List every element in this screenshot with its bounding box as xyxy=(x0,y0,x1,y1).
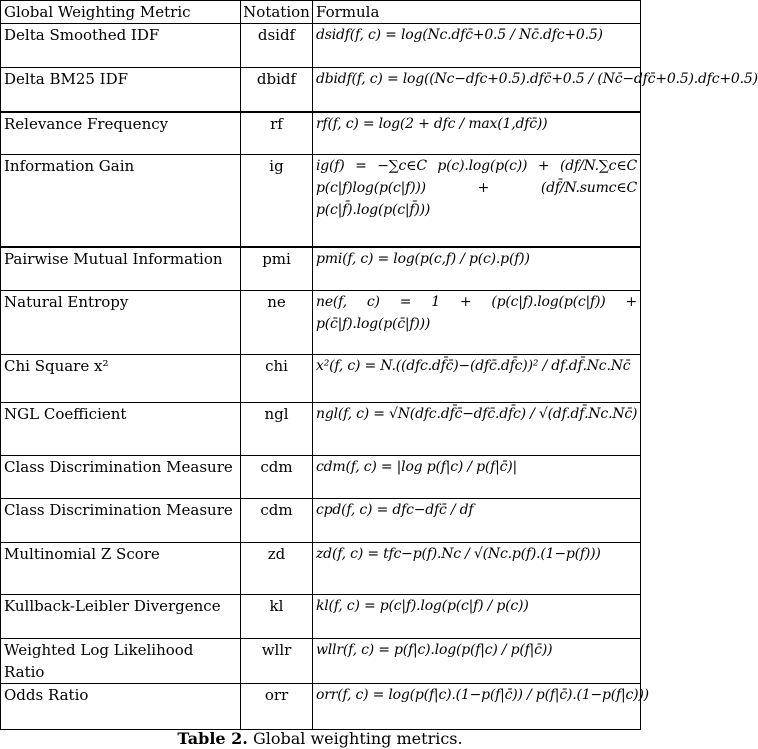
metric-cell: Relevance Frequency xyxy=(1,112,241,155)
notation-cell: rf xyxy=(241,112,313,155)
metric-cell: Delta Smoothed IDF xyxy=(1,24,241,68)
table-row xyxy=(1,684,641,730)
header-notation: Notation xyxy=(241,1,313,24)
formula-cell: dsidf(f, c) = log(Nc.dfc̄+0.5 / Nc̄.dfc+0.5) xyxy=(313,24,641,68)
metric-cell: Kullback-Leibler Divergence xyxy=(1,595,241,639)
formula-cell: pmi(f, c) = log(p(c,f) / p(c).p(f)) xyxy=(313,247,641,291)
formula-cell: kl(f, c) = p(c|f).log(p(c|f) / p(c)) xyxy=(313,595,641,639)
formula-cell: wllr(f, c) = p(f|c).log(p(f|c) / p(f|c̄)) xyxy=(313,639,641,684)
notation-cell: dbidf xyxy=(241,68,313,112)
metric-cell: Natural Entropy xyxy=(1,291,241,355)
notation-cell: chi xyxy=(241,355,313,403)
header-row xyxy=(1,1,641,24)
notation-cell: ne xyxy=(241,291,313,355)
metric-cell: Information Gain xyxy=(1,155,241,247)
notation-cell: dsidf xyxy=(241,24,313,68)
formula-cell: ne(f, c) = 1 + (p(c|f).log(p(c|f)) + p(c̄|f).log(p(c̄|f))) xyxy=(313,291,641,355)
metric-cell: Delta BM25 IDF xyxy=(1,68,241,112)
metric-cell: Class Discrimination Measure xyxy=(1,456,241,499)
table-row xyxy=(1,595,641,639)
table-row xyxy=(1,543,641,595)
formula-cell: rf(f, c) = log(2 + dfc / max(1,dfc̄)) xyxy=(313,112,641,155)
formula-cell: ig(f) = −∑c∈C p(c).log(p(c)) + (df/N.∑c∈C p(c|f)log(p(c|f))) + (df̄/N.sumc∈C p(c|f̄).log(p(c|f̄))) xyxy=(313,155,641,247)
metric-cell: NGL Coefficient xyxy=(1,403,241,456)
metric-cell: Weighted Log Likelihood Ratio xyxy=(1,639,241,684)
metric-cell: Class Discrimination Measure xyxy=(1,499,241,543)
table-row xyxy=(1,24,641,68)
formula-cell: cpd(f, c) = dfc−dfc̄ / df xyxy=(313,499,641,543)
notation-cell: cdm xyxy=(241,499,313,543)
notation-cell: zd xyxy=(241,543,313,595)
table-row xyxy=(1,112,641,155)
table-row xyxy=(1,247,641,291)
notation-cell: pmi xyxy=(241,247,313,291)
table-row xyxy=(1,499,641,543)
table-row xyxy=(1,155,641,247)
metric-cell: Pairwise Mutual Information xyxy=(1,247,241,291)
formula-cell: zd(f, c) = tfc−p(f).Nc / √(Nc.p(f).(1−p(f))) xyxy=(313,543,641,595)
table-caption xyxy=(0,729,640,749)
formula-cell: cdm(f, c) = |log p(f|c) / p(f|c̄)| xyxy=(313,456,641,499)
metric-cell: Multinomial Z Score xyxy=(1,543,241,595)
notation-cell: ngl xyxy=(241,403,313,456)
table-row xyxy=(1,291,641,355)
formula-cell: orr(f, c) = log(p(f|c).(1−p(f|c̄)) / p(f|c̄).(1−p(f|c))) xyxy=(313,684,641,730)
header-formula: Formula xyxy=(313,1,641,24)
table-row xyxy=(1,456,641,499)
caption-text: Global weighting metrics. xyxy=(252,729,463,748)
notation-cell: cdm xyxy=(241,456,313,499)
header-metric: Global Weighting Metric xyxy=(1,1,241,24)
formula-cell: x²(f, c) = N.((dfc.df̄c̄)−(dfc̄.df̄c))² / df.df̄.Nc.Nc̄ xyxy=(313,355,641,403)
formula-cell: ngl(f, c) = √N(dfc.df̄c̄−dfc̄.df̄c) / √(df.df̄.Nc.Nc̄) xyxy=(313,403,641,456)
notation-cell: orr xyxy=(241,684,313,730)
notation-cell: ig xyxy=(241,155,313,247)
table-row xyxy=(1,68,641,112)
table-row xyxy=(1,403,641,456)
notation-cell: kl xyxy=(241,595,313,639)
formula-cell: dbidf(f, c) = log((Nc−dfc+0.5).dfc̄+0.5 / (Nc̄−dfc̄+0.5).dfc+0.5) xyxy=(313,68,641,112)
notation-cell: wllr xyxy=(241,639,313,684)
metric-cell: Odds Ratio xyxy=(1,684,241,730)
metric-cell: Chi Square x² xyxy=(1,355,241,403)
table-row xyxy=(1,639,641,684)
table-row xyxy=(1,355,641,403)
caption-label: Table 2. xyxy=(177,729,248,748)
